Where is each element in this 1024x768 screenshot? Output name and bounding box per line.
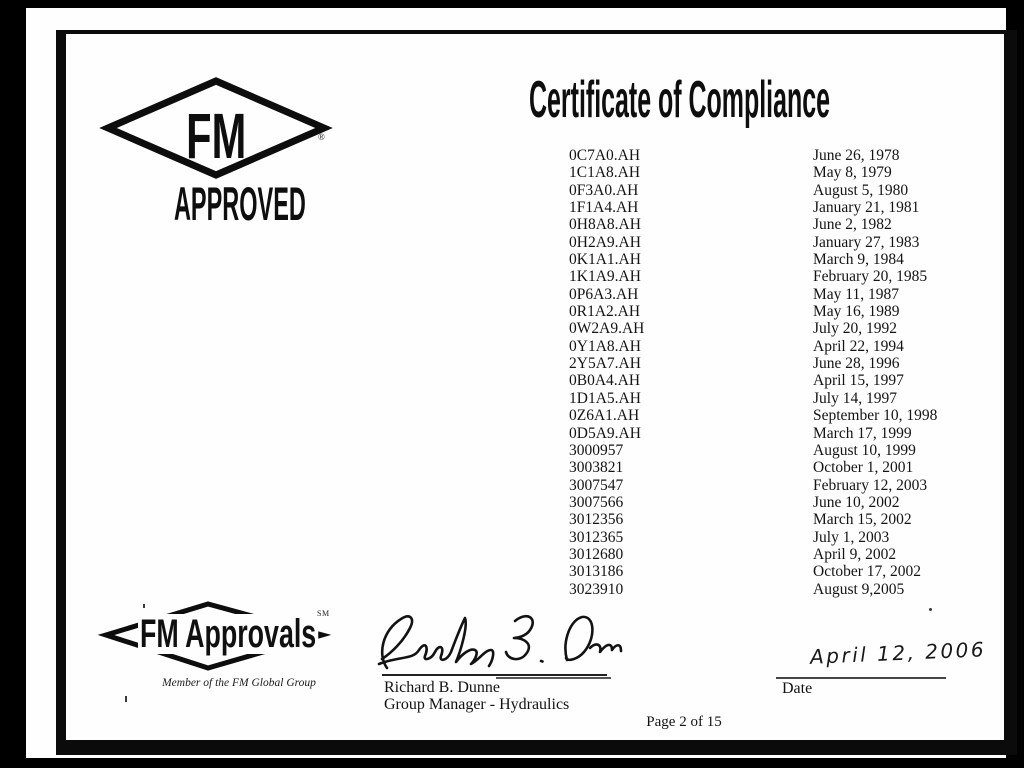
approval-date-cell: August 9,2005 [813, 580, 905, 598]
record-row [569, 477, 937, 494]
record-row [569, 216, 937, 233]
approval-date-cell: March 17, 1999 [813, 424, 912, 442]
project-id-cell: 1C1A8.AH [569, 164, 641, 182]
record-row [569, 234, 937, 251]
approval-date-cell: September 10, 1998 [813, 407, 938, 425]
record-row [569, 147, 937, 164]
record-row [569, 303, 937, 320]
fm-approvals-logo-text: FM Approvals [138, 614, 318, 654]
approval-date-cell: October 1, 2001 [813, 459, 914, 477]
record-row [569, 442, 937, 459]
approval-date-cell: June 28, 1996 [813, 355, 900, 373]
project-id-cell: 1D1A5.AH [569, 389, 641, 407]
record-row [569, 511, 937, 528]
signature-line [382, 674, 607, 676]
approval-date-cell: July 14, 1997 [813, 389, 897, 407]
page-title-text: Certificate of Compliance [529, 71, 831, 129]
project-id-cell: 0H8A8.AH [569, 216, 641, 234]
record-row [569, 355, 937, 372]
record-row [569, 338, 937, 355]
records-list [569, 147, 937, 598]
record-row [569, 320, 937, 337]
project-id-cell: 3012680 [569, 545, 624, 563]
approval-date-cell: March 9, 1984 [813, 251, 904, 269]
date-line [776, 677, 946, 679]
approval-date-cell: May 11, 1987 [813, 285, 899, 303]
fm-logo-text-wrap [108, 100, 324, 172]
approval-date-cell: April 9, 2002 [813, 545, 897, 563]
registered-trademark-symbol: ® [318, 132, 325, 142]
project-id-cell: 0H2A9.AH [569, 233, 641, 251]
record-row [569, 563, 937, 580]
record-row [569, 286, 937, 303]
approval-date-cell: February 12, 2003 [813, 476, 928, 494]
project-id-cell: 3007566 [569, 493, 624, 511]
signature-icon [369, 606, 624, 681]
scan-speck [125, 696, 127, 702]
project-id-cell: 0D5A9.AH [569, 424, 641, 442]
project-id-cell: 3012356 [569, 511, 624, 529]
project-id-cell: 0K1A1.AH [569, 251, 641, 269]
project-id-cell: 1F1A4.AH [569, 199, 639, 217]
project-id-cell: 0Y1A8.AH [569, 337, 641, 355]
fm-logo-text: FM [185, 100, 247, 172]
project-id-cell: 3007547 [569, 476, 624, 494]
approval-date-cell: June 26, 1978 [813, 147, 900, 164]
project-id-cell: 2Y5A7.AH [569, 355, 641, 373]
signature-line-offset [496, 677, 611, 679]
certificate-page [26, 8, 1006, 758]
record-row [569, 164, 937, 181]
project-id-cell: 3003821 [569, 459, 624, 477]
record-row [569, 459, 937, 476]
approval-date-cell: October 17, 2002 [813, 563, 922, 581]
fm-approvals-logo-wrap [138, 614, 407, 654]
project-id-cell: 3023910 [569, 580, 624, 598]
approval-date-cell: April 15, 1997 [813, 372, 904, 390]
record-row [569, 425, 937, 442]
project-id-cell: 0R1A2.AH [569, 303, 641, 321]
approval-date-cell: April 22, 1994 [813, 337, 904, 355]
approval-date-cell: February 20, 1985 [813, 268, 928, 286]
signatory-name: Richard B. Dunne [384, 679, 500, 696]
record-row [569, 199, 937, 216]
project-id-cell: 0C7A0.AH [569, 147, 641, 164]
approval-date-cell: July 1, 2003 [813, 528, 890, 546]
project-id-cell: 3000957 [569, 441, 624, 459]
project-id-cell: 0F3A0.AH [569, 181, 639, 199]
project-id-cell: 1K1A9.AH [569, 268, 641, 286]
record-row [569, 372, 937, 389]
approval-date-cell: March 15, 2002 [813, 511, 912, 529]
project-id-cell: 0B0A4.AH [569, 372, 641, 390]
record-row [569, 390, 937, 407]
project-id-cell: 0Z6A1.AH [569, 407, 640, 425]
page-title [366, 71, 831, 129]
record-row [569, 182, 937, 199]
approval-date-cell: May 16, 1989 [813, 303, 900, 321]
approval-date-cell: August 5, 1980 [813, 181, 909, 199]
record-row [569, 529, 937, 546]
service-mark-symbol: SM [317, 609, 330, 618]
project-id-cell: 3012365 [569, 528, 624, 546]
approval-date-cell: January 21, 1981 [813, 199, 920, 217]
member-tagline: Member of the FM Global Group [162, 677, 316, 689]
approval-date-cell: May 8, 1979 [813, 164, 892, 182]
record-row [569, 581, 937, 598]
scan-speck [143, 604, 145, 608]
record-row [569, 494, 937, 511]
approval-date-cell: June 10, 2002 [813, 493, 900, 511]
record-row [569, 251, 937, 268]
approval-date-cell: June 2, 1982 [813, 216, 892, 234]
date-label: Date [782, 680, 813, 697]
scan-speck [929, 608, 932, 611]
project-id-cell: 0P6A3.AH [569, 285, 639, 303]
approved-label: APPROVED [173, 177, 306, 230]
approval-date-cell: August 10, 1999 [813, 441, 916, 459]
signatory-title: Group Manager - Hydraulics [384, 696, 570, 713]
project-id-cell: 3013186 [569, 563, 624, 581]
record-row [569, 268, 937, 285]
approved-label-wrap [108, 177, 324, 230]
record-row [569, 546, 937, 563]
project-id-cell: 0W2A9.AH [569, 320, 645, 338]
handwritten-date: April 12, 2006 [809, 637, 987, 669]
approval-date-cell: January 27, 1983 [813, 233, 920, 251]
record-row [569, 407, 937, 424]
page-number: Page 2 of 15 [646, 714, 722, 730]
approval-date-cell: July 20, 1992 [813, 320, 897, 338]
